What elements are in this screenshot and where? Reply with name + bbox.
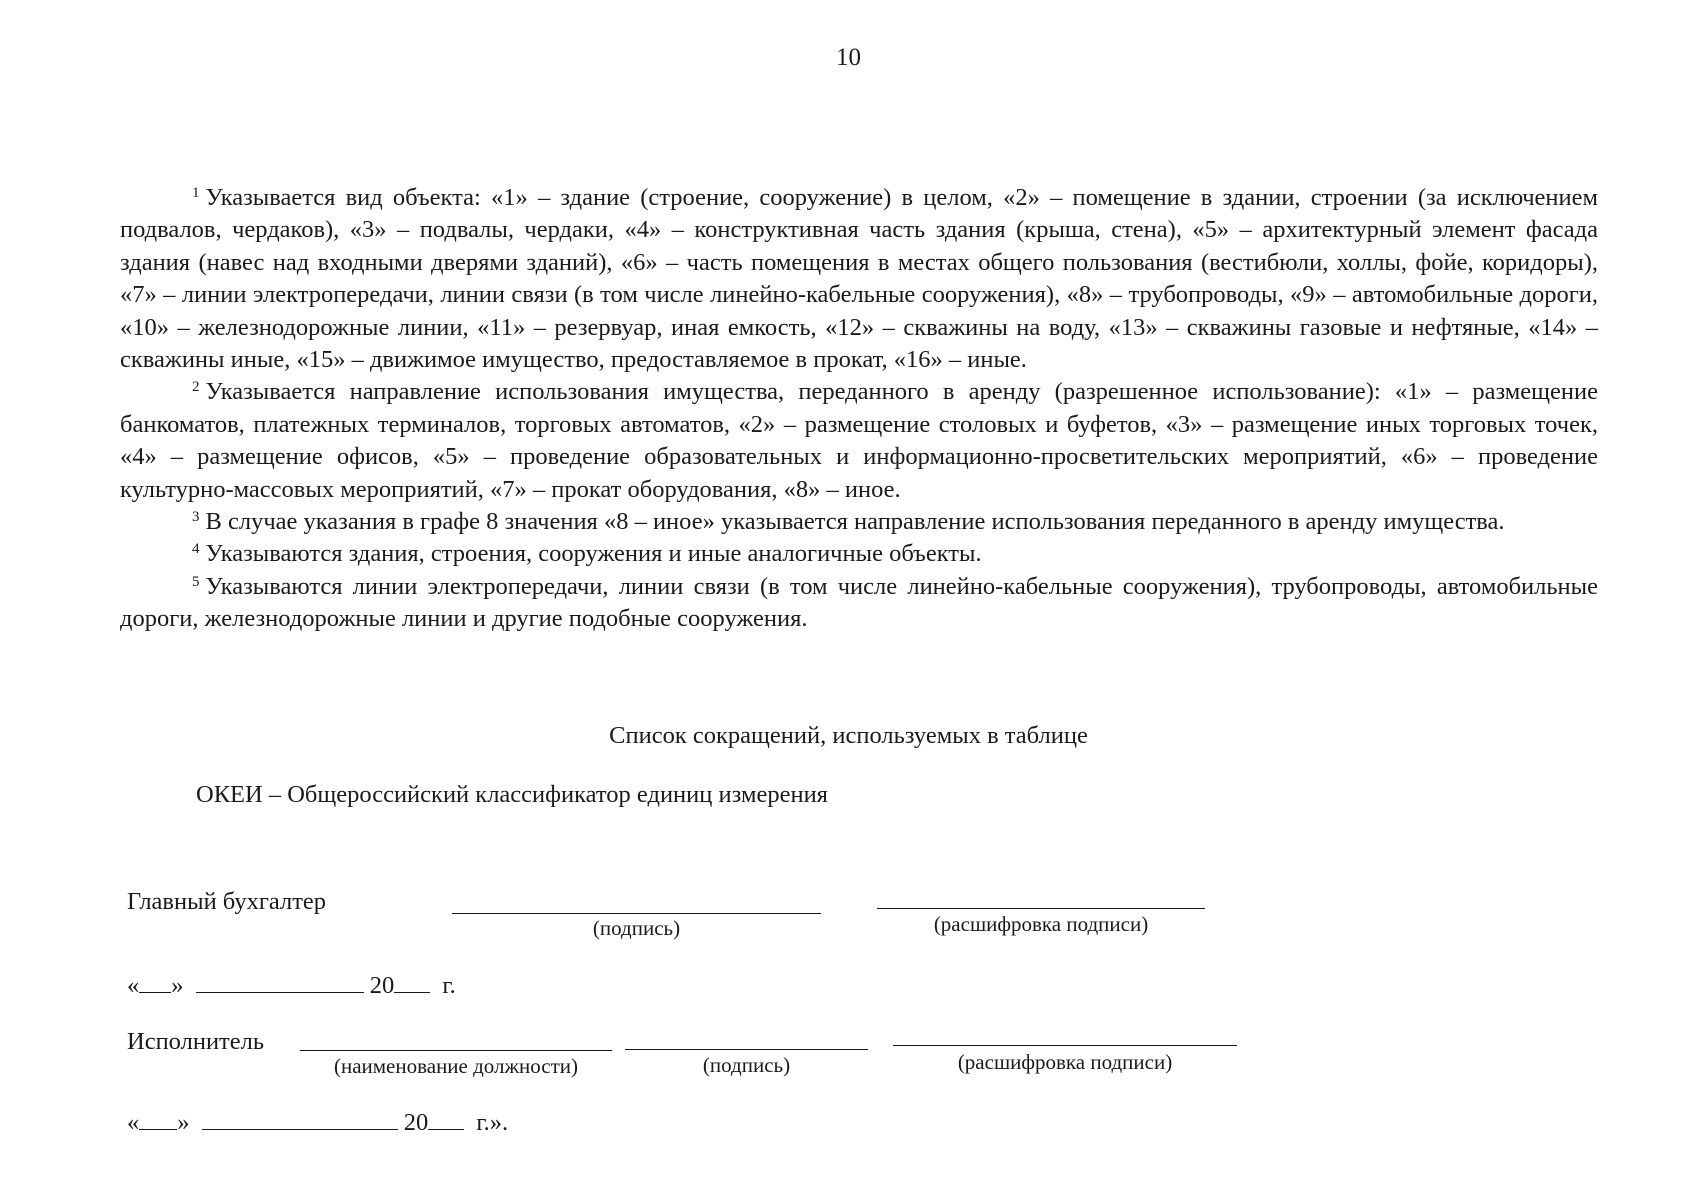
footnote-mark: 4: [192, 541, 200, 558]
close-quote: »: [171, 972, 184, 999]
footnote-text: Указывается вид объекта: «1» – здание (строение, сооружение) в целом, «2» – помещение в здании, строении (за исключением подвалов, чердаков), «3» – подвалы, чердаки, «4» – конструктивная часть здания (крыша, стена), «5» – архитектурный элемент фасада здания (навес над входными дверями зданий), «6» – часть помещения в местах общего пользования (вестибюли, холлы, фойе, коридоры), «7» – линии электропередачи, линии связи (в том числе линейно-кабельные сооружения), «8» – трубопроводы, «9» – автомобильные дороги, «10» – железнодорожные линии, «11» – резервуар, иная емкость, «12» – скважины на воду, «13» – скважины газовые и нефтяные, «14» – скважины иные, «15» – движимое имущество, предоставляемое в прокат, «16» – иные.: [120, 184, 1598, 374]
year-prefix: 20: [369, 972, 395, 999]
footnote-2: [120, 376, 1598, 506]
date-line-2: [127, 1107, 508, 1137]
abbreviations-title: Список сокращений, используемых в таблице: [609, 722, 1088, 749]
footnote-1: [120, 182, 1598, 376]
footnote-text: Указываются здания, строения, сооружения и иные аналогичные объекты.: [205, 540, 982, 568]
page-number: 10: [836, 44, 861, 71]
month-blank: [202, 1107, 398, 1130]
close-quote: »: [177, 1109, 190, 1136]
footnote-mark: 5: [192, 573, 200, 590]
executor-label: Исполнитель: [127, 1028, 265, 1055]
footnote-mark: 3: [192, 509, 200, 526]
year-prefix: 20: [403, 1109, 429, 1136]
executor-position-line: [300, 1050, 612, 1051]
footnote-4: [120, 538, 1598, 570]
open-quote: «: [127, 972, 140, 999]
executor-position-caption: (наименование должности): [333, 1054, 579, 1078]
chief-accountant-decoding-line: [877, 908, 1205, 909]
footnote-mark: 1: [192, 185, 200, 201]
year-suffix: г.».: [476, 1109, 509, 1136]
chief-accountant-decoding-caption: (расшифровка подписи): [933, 912, 1149, 936]
chief-accountant-label: Главный бухгалтер: [127, 888, 327, 915]
day-blank: [139, 1107, 177, 1130]
executor-decoding-caption: (расшифровка подписи): [957, 1050, 1173, 1074]
year-blank: [428, 1107, 464, 1130]
footnote-5: [120, 571, 1598, 636]
day-blank: [139, 970, 171, 993]
footnote-text: В случае указания в графе 8 значения «8 – иное» указывается направление использования переданного в аренду имущества.: [205, 508, 1505, 536]
executor-signature-line: [625, 1049, 868, 1050]
open-quote: «: [127, 1109, 140, 1136]
footnote-text: Указываются линии электропередачи, линии связи (в том числе линейно-кабельные сооружения), трубопроводы, автомобильные дороги, железнодорожные линии и другие подобные сооружения.: [120, 572, 1598, 633]
footnote-3: [120, 506, 1598, 538]
executor-signature-caption: (подпись): [702, 1053, 791, 1077]
chief-accountant-signature-caption: (подпись): [592, 916, 681, 940]
footnotes-section: [120, 182, 1598, 636]
date-line-1: [127, 970, 456, 1000]
year-suffix: г.: [442, 972, 456, 999]
chief-accountant-signature-line: [452, 913, 821, 914]
footnote-mark: 2: [192, 379, 200, 396]
month-blank: [196, 970, 364, 993]
year-blank: [394, 970, 430, 993]
footnote-text: Указывается направление использования имущества, переданного в аренду (разрешенное использование): «1» – размещение банкоматов, платежных терминалов, торговых автоматов, «2» – размещение столовых и буфетов, «3» – размещение иных торговых точек, «4» – размещение офисов, «5» – проведение образовательных и информационно-просветительских мероприятий, «6» – проведение культурно-массовых мероприятий, «7» – прокат оборудования, «8» – иное.: [120, 378, 1598, 503]
abbreviation-item: ОКЕИ – Общероссийский классификатор единиц измерения: [196, 781, 828, 808]
executor-decoding-line: [893, 1045, 1237, 1046]
